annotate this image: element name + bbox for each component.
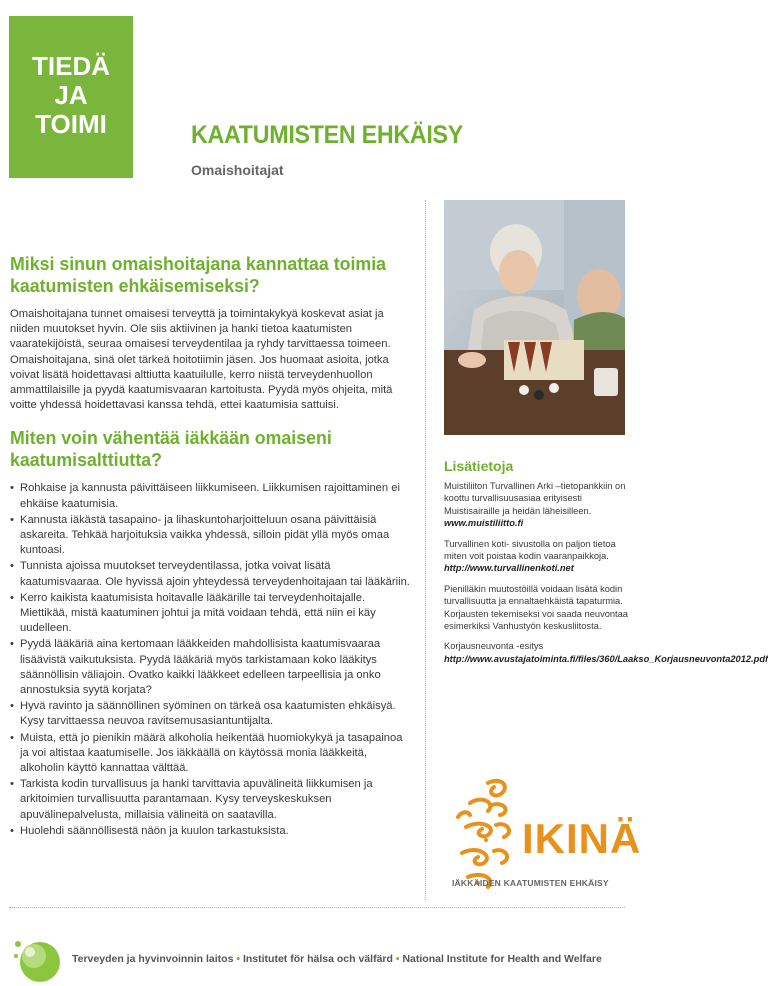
section-heading-why: Miksi sinun omaishoitajana kannattaa toimia kaatumisten ehkäisemiseksi? bbox=[10, 253, 387, 296]
bullet-mark: • bbox=[10, 638, 14, 651]
info-text: Korjausneuvonta -esitys bbox=[444, 641, 544, 652]
info-item bbox=[444, 480, 630, 530]
bullet-mark: • bbox=[10, 778, 14, 791]
page-title: KAATUMISTEN EHKÄISY bbox=[191, 121, 463, 149]
bullet-mark: • bbox=[10, 700, 14, 713]
footer-name-en: National Institute for Health and Welfare bbox=[402, 953, 602, 965]
footer-institute-names bbox=[72, 953, 602, 965]
info-item bbox=[444, 583, 630, 633]
ikina-tagline: IÄKKÄIDEN KAATUMISTEN EHKÄISY bbox=[452, 878, 609, 888]
bullet-mark: • bbox=[10, 591, 14, 604]
list-item bbox=[10, 513, 412, 559]
info-item bbox=[444, 640, 768, 665]
column-divider bbox=[425, 200, 426, 900]
info-link[interactable]: http://www.avustajatoiminta.fi/files/360/Laakso_Korjausneuvonta2012.pdf bbox=[444, 653, 768, 664]
bullet-mark: • bbox=[10, 731, 14, 744]
list-item-text: Pyydä lääkäriä aina kertomaan lääkkeiden mahdollisista kaatumisvaaraa lisäävistä vaikutuksista. Pyydä lääkäriä myös tarkistamaan koko lääkitys säännöllisin väliajoin. Ovatko kaikki lääkkeet edelleen tarpeellisia ja onko annostuksia syytä korjata? bbox=[20, 638, 381, 697]
list-item bbox=[10, 591, 412, 637]
list-item bbox=[10, 777, 412, 823]
bullet-mark: • bbox=[10, 560, 14, 573]
tips-list bbox=[10, 481, 412, 839]
info-link[interactable]: www.muistiliitto.fi bbox=[444, 518, 524, 529]
tieda-ja-toimi-badge bbox=[9, 16, 133, 178]
section-heading-how: Miten voin vähentää iäkkään omaiseni kaatumisalttiutta? bbox=[10, 427, 332, 471]
list-item-text: Rohkaise ja kannusta päivittäiseen liikkumiseen. Liikkumisen rajoittaminen ei ehkäise kaatumisia. bbox=[20, 482, 400, 510]
info-text: Turvallinen koti- sivustolla on paljon tietoa miten voit poistaa kodin vaaranpaikkoja. bbox=[444, 538, 616, 562]
thl-logo-icon bbox=[10, 934, 62, 986]
bullet-mark: • bbox=[10, 482, 14, 495]
footer-separator: • bbox=[236, 953, 241, 965]
list-item bbox=[10, 731, 412, 777]
list-item-text: Tarkista kodin turvallisuus ja hanki tarvittavia apuvälineitä liikkumisen ja arkitoimien turvallisuutta parantamaan. Kysy terveyskeskuksen apuvälinepalvelusta, millaisia välineitä on saatavilla. bbox=[20, 778, 373, 821]
footer-separator: • bbox=[395, 953, 400, 965]
info-link[interactable]: http://www.turvallinenkoti.net bbox=[444, 563, 574, 574]
info-heading: Lisätietoja bbox=[444, 458, 514, 474]
backgammon-photo bbox=[444, 200, 625, 435]
list-item bbox=[10, 481, 412, 511]
page-subtitle: Omaishoitajat bbox=[191, 162, 284, 178]
list-item bbox=[10, 699, 412, 729]
badge-line: TIEDÄ bbox=[32, 51, 110, 81]
footer-name-sv: Institutet för hälsa och välfärd bbox=[242, 953, 393, 965]
list-item bbox=[10, 824, 412, 839]
footer-name-fi: Terveyden ja hyvinvoinnin laitos bbox=[72, 953, 234, 965]
list-item-text: Hyvä ravinto ja säännöllinen syöminen on tärkeä osa kaatumisten ehkäisyä. Kysy tarvittaessa neuvoa ravitsemusasiantuntijalta. bbox=[20, 700, 396, 728]
info-sidebar bbox=[444, 458, 768, 673]
section-body-why: Omaishoitajana tunnet omaisesi terveyttä ja toimintakykyä koskevat asiat ja niiden muutokset hyvin. Ole siis aktiivinen ja hanki tietoa kaatumisten vaaratekijöistä, seuraa omaisesi terveydentilaa ja ryhdy tarvittaessa toimeen. Omaishoitajana, sinä olet tärkeä hoitotiimin jäsen. Jos huomaat asioita, jotka voivat lisätä hoidettavasi alttiutta kaatuilulle, kerro niistä terveydenhuollon ammattilaisille ja pyydä kaatumisvaaran kartoitusta. Pyydä myös ohjeita, mitä voitte yhdessä hoidettavasi kanssa tehdä, ettei kaatumisia sattuisi. bbox=[10, 308, 393, 412]
footer-divider bbox=[9, 907, 625, 908]
list-item-text: Tunnista ajoissa muutokset terveydentilassa, jotka voivat lisätä kaatumisvaaraa. Ole hyvissä ajoin yhteydessä terveydenhoitajaan tai lääkäriin. bbox=[20, 560, 410, 588]
badge-line: TOIMI bbox=[35, 109, 107, 139]
info-text: Pienilläkin muutostöillä voidaan lisätä kodin turvallisuutta ja ennaltaehkäistä tapaturmia. Korjausten tekemiseksi voi saada neuvontaa esimerkiksi Vanhustyön keskusliitosta. bbox=[444, 583, 628, 632]
list-item-text: Kerro kaikista kaatumisista hoitavalle lääkärille tai terveydenhoitajalle. Miettikää, mistä kaatuminen johtui ja mitä voidaan tehdä, että niin ei käy uudelleen. bbox=[20, 591, 376, 635]
list-item-text: Huolehdi säännöllisestä näön ja kuulon tarkastuksista. bbox=[20, 824, 289, 837]
main-column bbox=[10, 253, 412, 840]
bullet-mark: • bbox=[10, 513, 14, 526]
badge-line: JA bbox=[54, 80, 88, 110]
list-item-text: Kannusta iäkästä tasapaino- ja lihaskuntoharjoitteluun osana päivittäisiä askareita. Tehkää harjoituksia vaikka yhdessä, silloin pidät yllä myös omaa kuntoasi. bbox=[20, 513, 390, 557]
list-item-text: Muista, että jo pienikin määrä alkoholia heikentää huomiokykyä ja tasapainoa ja voi altistaa kaatumiselle. Jos iäkkäällä on käytössä monia lääkkeitä, alkoholin käyttö kannattaa välttää. bbox=[20, 731, 403, 775]
info-text: Muistiliiton Turvallinen Arki –tietopankkiin on koottu turvallisuusasiaa erityisesti Muistisairaille ja heidän läheisilleen. bbox=[444, 481, 626, 516]
ikina-logo-text: IKINÄ bbox=[522, 815, 642, 862]
bullet-mark: • bbox=[10, 824, 14, 837]
list-item bbox=[10, 559, 412, 589]
info-item bbox=[444, 538, 630, 575]
list-item bbox=[10, 637, 412, 698]
